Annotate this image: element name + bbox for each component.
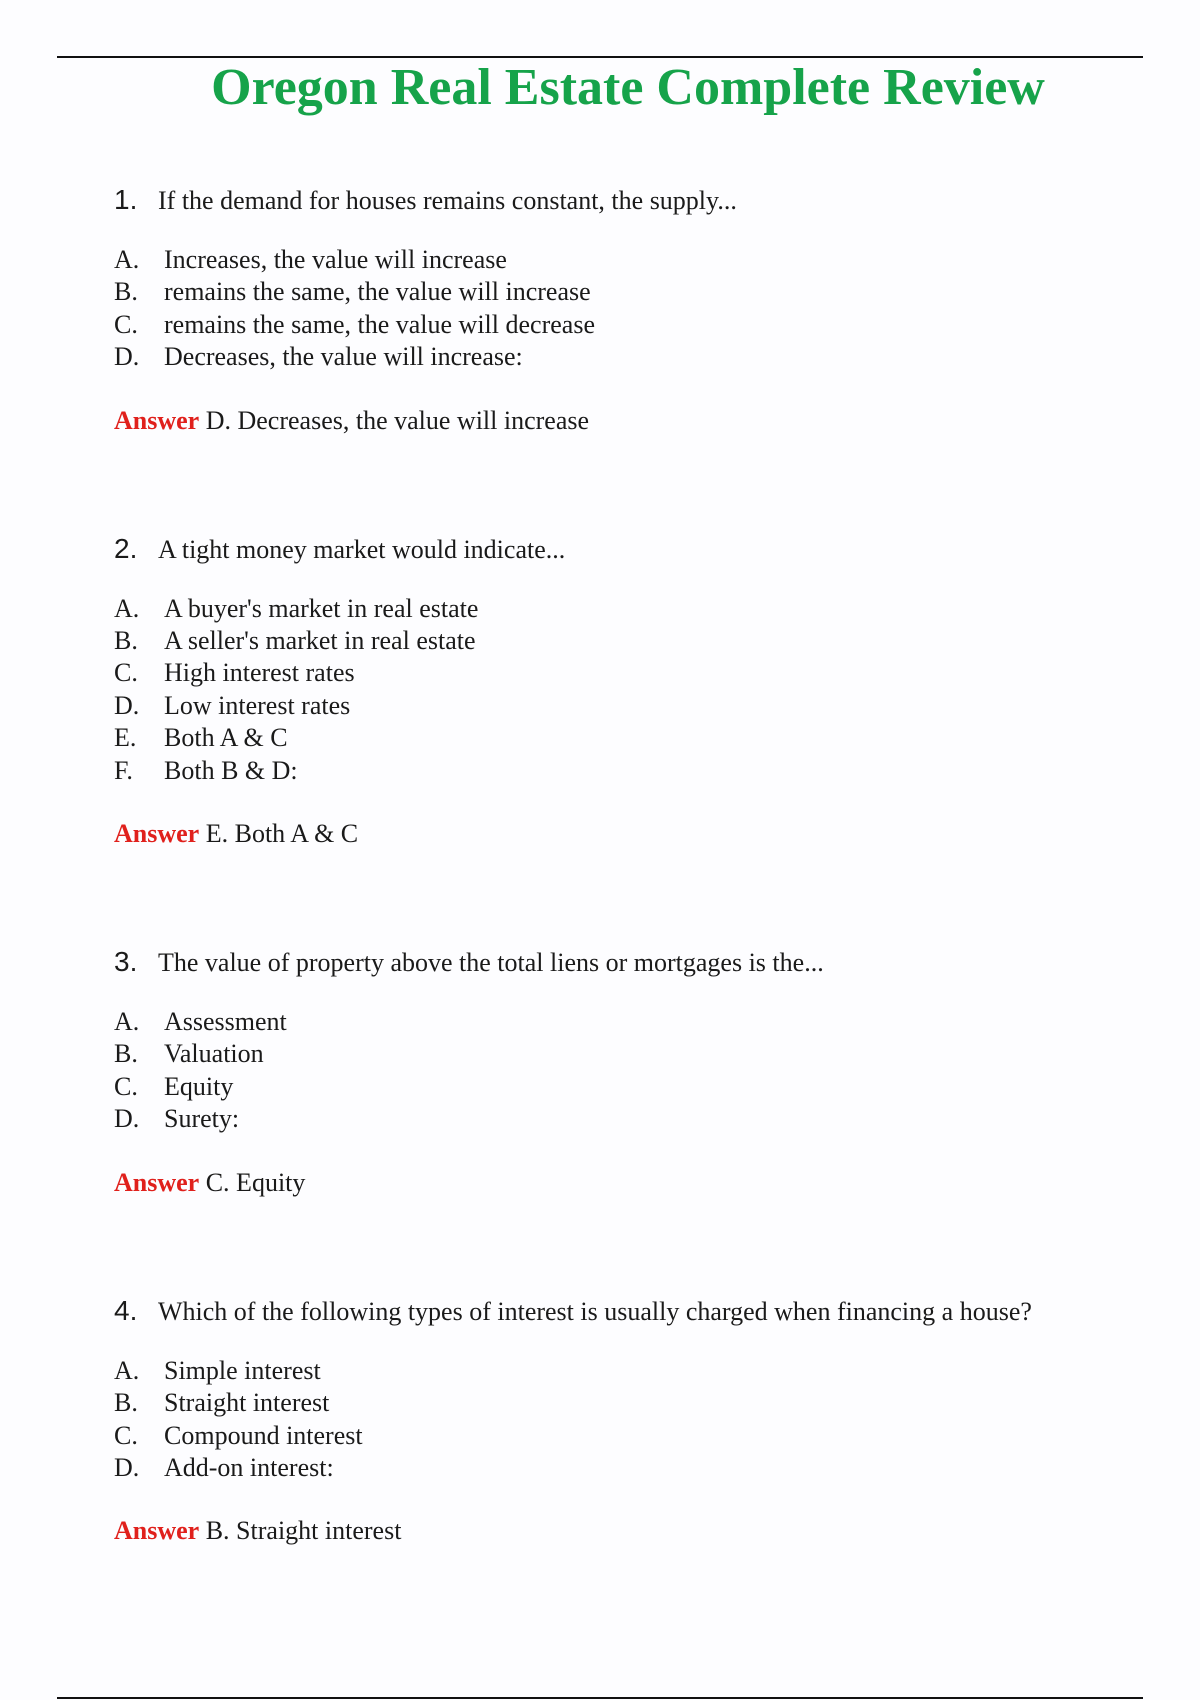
option-text: Decreases, the value will increase: (164, 342, 523, 372)
question-line (114, 183, 1114, 218)
option-item (114, 244, 1114, 276)
option-list (114, 593, 1114, 787)
answer-line (114, 817, 1114, 851)
option-item (114, 593, 1114, 625)
question-number: 1. (114, 184, 138, 215)
question-block-4 (114, 1294, 1114, 1549)
option-text: A buyer's market in real estate (164, 593, 479, 623)
option-letter: D. (114, 1452, 140, 1482)
question-text: The value of property above the total liens or mortgages is the... (158, 948, 824, 978)
option-text: Add-on interest: (164, 1452, 334, 1482)
question-number: 2. (114, 532, 138, 564)
question-number: 3. (114, 946, 138, 978)
question-line (114, 945, 1114, 980)
option-letter: F. (114, 755, 133, 785)
option-list (114, 244, 1114, 374)
option-list (114, 1355, 1114, 1485)
answer-label: Answer (114, 405, 200, 435)
option-item (114, 1038, 1114, 1070)
option-text: Increases, the value will increase (164, 245, 507, 274)
option-item (114, 1071, 1114, 1103)
option-letter: A. (114, 245, 140, 274)
question-line (114, 1294, 1114, 1329)
answer-text: B. Straight interest (205, 1516, 402, 1546)
answer-line (114, 1514, 1114, 1548)
option-item (114, 657, 1114, 689)
question-text: If the demand for houses remains constant, the supply... (158, 186, 737, 215)
option-text: remains the same, the value will decrease (164, 309, 595, 339)
option-item (114, 1006, 1114, 1038)
option-letter: A. (114, 1355, 140, 1385)
option-item (114, 1452, 1114, 1484)
question-text: Which of the following types of interest is usually charged when financing a house? (158, 1296, 1032, 1326)
option-text: Straight interest (164, 1388, 330, 1418)
option-item (114, 690, 1114, 722)
option-item (114, 276, 1114, 308)
option-text: Compound interest (164, 1420, 363, 1450)
question-block-2 (114, 532, 1114, 851)
option-letter: C. (114, 658, 138, 688)
option-text: Both B & D: (164, 755, 298, 785)
option-item (114, 722, 1114, 754)
option-text: Both A & C (164, 723, 288, 753)
question-list (114, 183, 1114, 1642)
option-text: Equity (164, 1071, 234, 1101)
option-list (114, 1006, 1114, 1136)
option-letter: D. (114, 1104, 140, 1134)
option-item (114, 1387, 1114, 1419)
bottom-rule (57, 1697, 1143, 1699)
option-letter: C. (114, 1071, 138, 1101)
option-item (114, 1355, 1114, 1387)
option-letter: C. (114, 1420, 138, 1450)
option-item (114, 755, 1114, 787)
answer-line (114, 404, 1114, 438)
answer-line (114, 1166, 1114, 1200)
option-item (114, 625, 1114, 657)
option-letter: B. (114, 1039, 138, 1069)
question-block-3 (114, 945, 1114, 1200)
option-letter: B. (114, 277, 138, 307)
option-item (114, 341, 1114, 373)
answer-text: C. Equity (205, 1167, 306, 1197)
option-letter: D. (114, 342, 140, 372)
answer-label: Answer (114, 1516, 200, 1546)
option-text: remains the same, the value will increase (164, 277, 591, 307)
option-letter: E. (114, 723, 137, 753)
option-letter: C. (114, 309, 138, 339)
page-title: Oregon Real Estate Complete Review (211, 59, 1045, 116)
option-text: Assessment (164, 1007, 287, 1037)
option-letter: A. (114, 1007, 140, 1037)
question-line (114, 532, 1114, 567)
option-letter: B. (114, 626, 138, 656)
option-text: Valuation (164, 1039, 264, 1069)
option-text: Simple interest (164, 1355, 321, 1385)
option-text: High interest rates (164, 658, 355, 688)
answer-text: D. Decreases, the value will increase (205, 405, 590, 435)
option-item (114, 309, 1114, 341)
option-text: Surety: (164, 1104, 240, 1134)
answer-label: Answer (114, 819, 200, 849)
answer-text: E. Both A & C (205, 819, 359, 849)
question-number: 4. (114, 1294, 138, 1326)
option-letter: A. (114, 593, 140, 623)
option-item (114, 1420, 1114, 1452)
option-item (114, 1103, 1114, 1135)
option-letter: D. (114, 690, 140, 720)
question-text: A tight money market would indicate... (158, 534, 566, 564)
question-block-1 (114, 183, 1114, 438)
option-text: Low interest rates (164, 690, 351, 720)
option-text: A seller's market in real estate (164, 626, 476, 656)
option-letter: B. (114, 1388, 138, 1418)
answer-label: Answer (114, 1167, 200, 1197)
